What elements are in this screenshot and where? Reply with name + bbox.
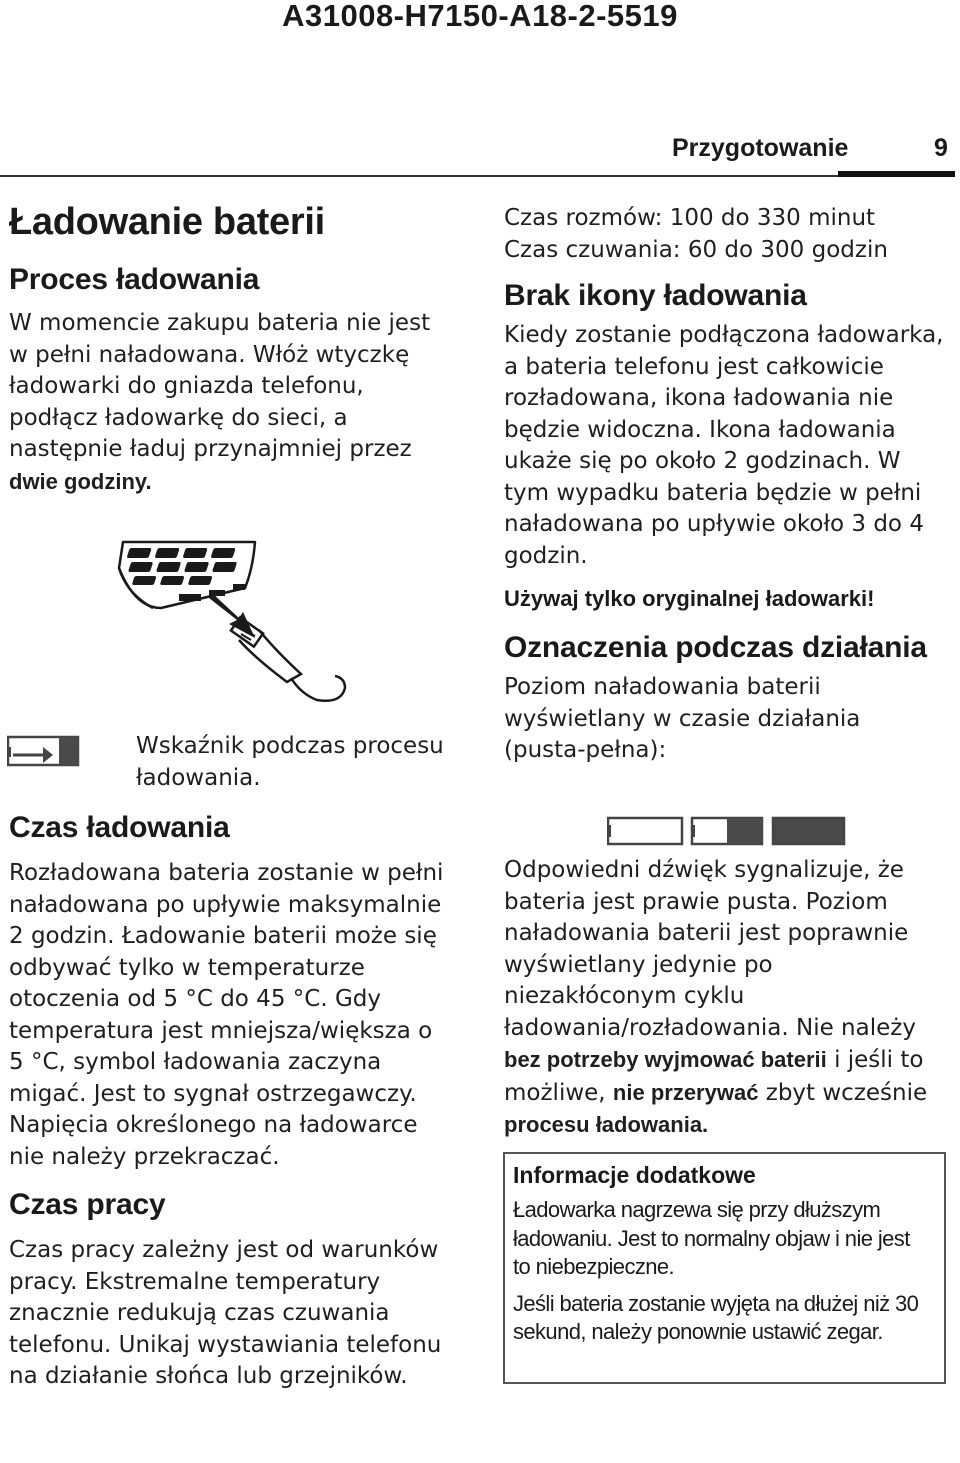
no-icon-heading: Brak ikony ładowania <box>504 279 807 312</box>
no-icon-paragraph: Kiedy zostanie podłączona ładowarka, a bateria telefonu jest całkowicie rozładowana, ikona ładowania nie będzie widoczna. Ikona ładowania ukaże się po około 2 godzinach. W tym wypadku bateria będzie w pełni naładowana po upływie około 3 do 4 godzin. <box>504 322 944 569</box>
phone-charger-illustration <box>105 538 365 723</box>
sound-text-2: i jeśli to możliwe, <box>504 1047 924 1106</box>
work-time-heading: Czas pracy <box>9 1188 166 1221</box>
header-rule-accent <box>838 171 955 177</box>
section-title: Przygotowanie <box>672 134 849 162</box>
battery-half-icon <box>691 818 763 844</box>
process-heading: Proces ładowania <box>9 263 260 296</box>
battery-levels <box>607 815 847 847</box>
original-charger-warning: Używaj tylko oryginalnej ładowarki! <box>504 586 875 611</box>
left-column-bottom <box>9 810 454 1393</box>
info-title: Informacje dodatkowe <box>513 1162 756 1188</box>
sound-text-1: Odpowiedni dźwięk sygnalizuje, że bateria jest prawie pusta. Poziom naładowania baterii jest poprawnie wyświetlany jedynie po niezakłóconym cyklu ładowania/rozładowania. Nie należy <box>504 857 916 1041</box>
sound-bold-2: nie przerywać <box>612 1079 759 1105</box>
battery-full-icon <box>772 818 844 844</box>
operation-marks-heading: Oznaczenia podczas działania <box>504 631 927 664</box>
process-paragraph <box>9 308 454 498</box>
info-paragraph-2: Jeśli bateria zostanie wyjęta na dłużej niż 30 sekund, należy ponownie ustawić zegar. <box>513 1290 919 1344</box>
process-text: W momencie zakupu bateria nie jest w pełni naładowana. Włóż wtyczkę ładowarki do gniazda telefonu, podłącz ładowarkę do sieci, a następnie ładuj przynajmniej przez <box>9 310 431 462</box>
page-number: 9 <box>934 134 948 162</box>
indicator-caption: Wskaźnik podczas procesu ładowania. <box>136 733 444 791</box>
process-bold: dwie godziny. <box>9 468 152 494</box>
talk-time: Czas rozmów: 100 do 330 minut <box>504 205 876 231</box>
charging-time-heading: Czas ładowania <box>9 811 230 844</box>
work-time-paragraph: Czas pracy zależny jest od warunków pracy. Ekstremalne temperatury znacznie redukują czas czuwania telefonu. Unikaj wystawiania telefonu na działanie słońca lub grzejników. <box>9 1237 442 1389</box>
sound-text-3: zbyt wcześnie <box>765 1079 928 1106</box>
sound-bold-1: bez potrzeby wyjmować baterii <box>504 1047 827 1072</box>
additional-info-box <box>503 1152 946 1384</box>
charging-time-paragraph: Rozładowana bateria zostanie w pełni naładowana po upływie maksymalnie 2 godzin. Ładowanie baterii może się odbywać tylko w temperaturze otoczenia od 5 °C do 45 °C. Gdy temperatura jest mniejsza/większa o 5 °C, symbol ładowania zaczyna migać. Jest to sygnał ostrzegawczy. Napięcia określonego na ładowarce nie należy przekraczać. <box>9 860 444 1170</box>
sound-bold-3: procesu ładowania. <box>504 1112 709 1137</box>
battery-empty-icon <box>607 818 682 844</box>
page-title: Ładowanie baterii <box>9 201 325 243</box>
battery-charging-icon <box>7 733 81 767</box>
battery-level-paragraph: Poziom naładowania baterii wyświetlany w czasie działania (pusta-pełna): <box>504 674 861 763</box>
left-column-top <box>9 200 479 498</box>
document-id: A31008-H7150-A18-2-5519 <box>282 0 678 33</box>
standby-time: Czas czuwania: 60 do 300 godzin <box>504 236 888 263</box>
sound-warning-paragraph <box>504 855 949 1142</box>
right-column <box>504 203 954 767</box>
header-rule <box>0 175 955 177</box>
info-paragraph-1: Ładowarka nagrzewa się przy dłuższym ładowaniu. Jest to normalny objaw i nie jest to niebezpieczne. <box>513 1197 910 1279</box>
sound-warning-block <box>504 855 949 1142</box>
